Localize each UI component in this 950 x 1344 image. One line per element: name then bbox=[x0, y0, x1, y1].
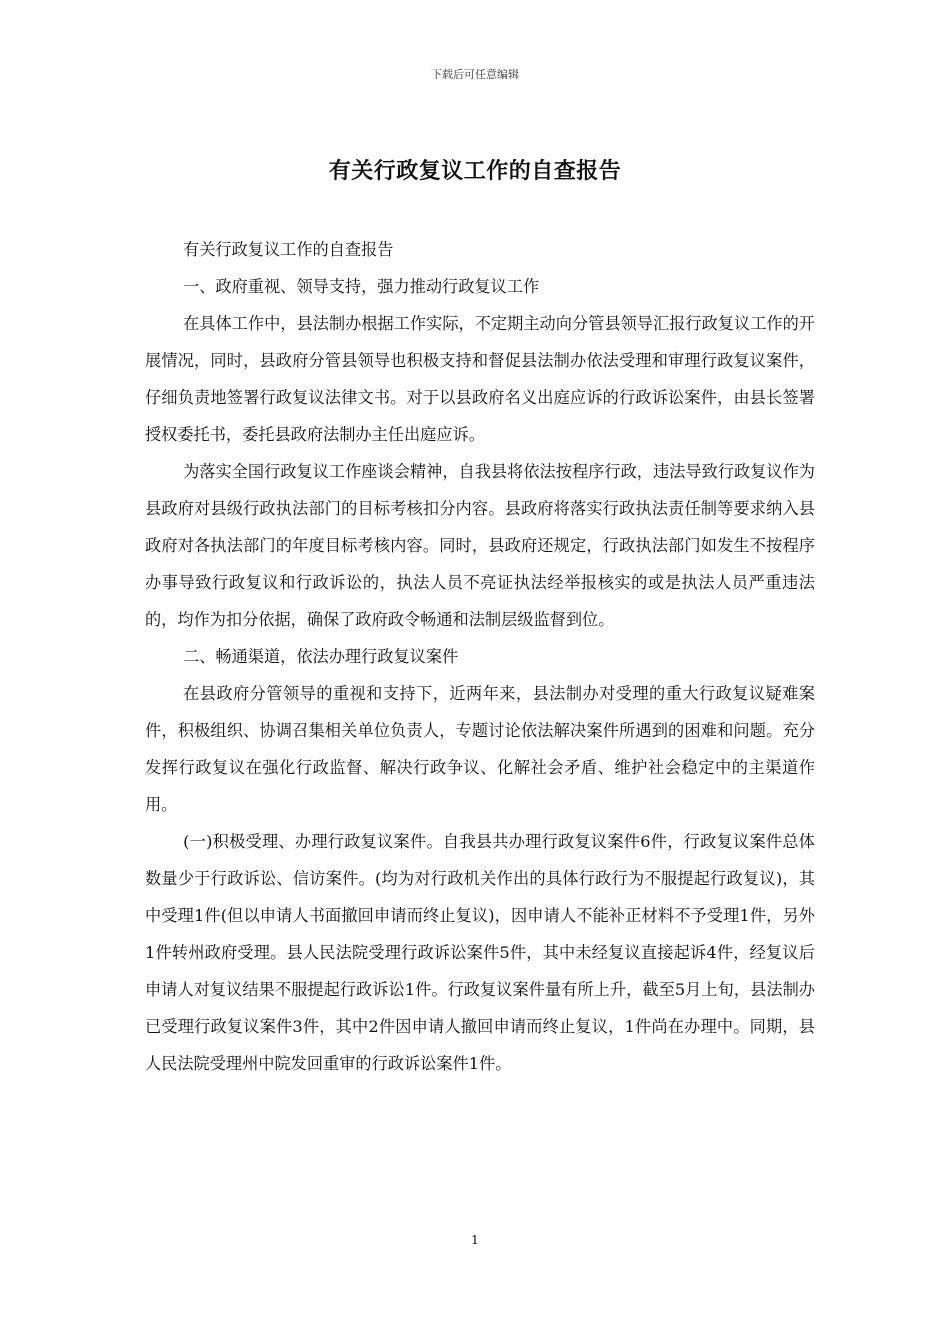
paragraph: 在县政府分管领导的重视和支持下，近两年来，县法制办对受理的重大行政复议疑难案件，积极组织、协调召集相关单位负责人，专题讨论依法解决案件所遇到的困难和问题。充分发挥行政复议在强化行政监督、解决行政争议、化解社会矛盾、维护社会稳定中的主渠道作用。 bbox=[145, 684, 815, 814]
paragraph: (一)积极受理、办理行政复议案件。自我县共办理行政复议案件6件，行政复议案件总体数量少于行政诉讼、信访案件。(均为对行政机关作出的具体行政行为不服提起行政复议)，其中受理1件(但以申请人书面撤回申请而终止复议)，因申请人不能补正材料不予受理1件，另外1件转州政府受理。县人民法院受理行政诉讼案件5件，其中未经复议直接起诉4件，经复议后申请人对复议结果不服提起行政诉讼1件。行政复议案件量有所上升，截至5月上旬，县法制办已受理行政复议案件3件，其中2件因申请人撤回申请而终止复议，1件尚在办理中。同期，县人民法院受理州中院发回重审的行政诉讼案件1件。 bbox=[145, 832, 815, 1073]
document-title: 有关行政复议工作的自查报告 bbox=[328, 158, 622, 184]
page-header-note: 下载后可任意编辑 bbox=[431, 68, 519, 81]
section-heading-2: 二、畅通渠道，依法办理行政复议案件 bbox=[183, 647, 459, 666]
section-heading-1: 一、政府重视、领导支持，强力推动行政复议工作 bbox=[183, 277, 540, 296]
page-number: 1 bbox=[471, 1233, 479, 1247]
paragraph: 为落实全国行政复议工作座谈会精神，自我县将依法按程序行政，违法导致行政复议作为县政府对县级行政执法部门的目标考核扣分内容。县政府将落实行政执法责任制等要求纳入县政府对各执法部门的年度目标考核内容。同时，县政府还规定，行政执法部门如发生不按程序办事导致行政复议和行政诉讼的，执法人员不亮证执法经举报核实的或是执法人员严重违法的，均作为扣分依据，确保了政府政令畅通和法制层级监督到位。 bbox=[145, 462, 815, 629]
paragraph: 在具体工作中，县法制办根据工作实际，不定期主动向分管县领导汇报行政复议工作的开展情况，同时，县政府分管县领导也积极支持和督促县法制办依法受理和审理行政复议案件，仔细负责地签署行政复议法律文书。对于以县政府名义出庭应诉的行政诉讼案件，由县长签署授权委托书，委托县政府法制办主任出庭应诉。 bbox=[145, 314, 815, 444]
paragraph-subtitle: 有关行政复议工作的自查报告 bbox=[183, 240, 394, 259]
document-body bbox=[145, 231, 815, 1082]
